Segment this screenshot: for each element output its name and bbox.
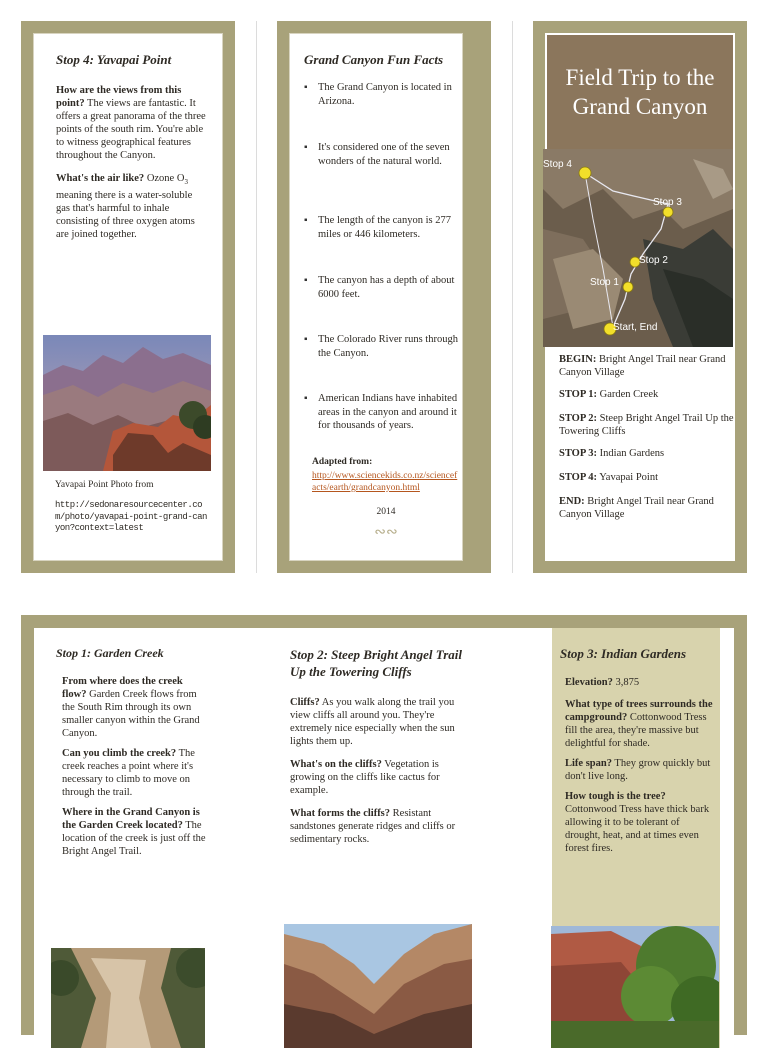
route-end-label: END: xyxy=(559,496,585,507)
stop4-air-question: What's the air like? xyxy=(56,173,145,184)
publication-year: 2014 xyxy=(376,507,396,517)
route-begin xyxy=(559,353,735,379)
stop1-climb-paragraph xyxy=(62,747,206,799)
photo-credit-url[interactable]: http://sedonaresourcecenter.com/photo/yavapai-point-grand-canyon?context=latest xyxy=(55,500,207,533)
route-stop2-text: Steep Bright Angel Trail Up the Towering Cliffs xyxy=(559,413,734,437)
panel-fun-facts-inner xyxy=(289,33,463,561)
stop2-cliffs-paragraph xyxy=(290,696,460,748)
cover-title-box xyxy=(547,35,733,149)
route-stop2-label: STOP 2: xyxy=(559,413,598,424)
bright-angel-cliffs-photo xyxy=(284,924,472,1048)
stop3-lifespan-question: Life span? xyxy=(565,758,612,769)
route-end xyxy=(559,495,735,521)
stop2-cliffs-question: Cliffs? xyxy=(290,697,320,708)
stop4-views-paragraph xyxy=(56,84,208,162)
route-stop4-label: STOP 4: xyxy=(559,472,598,483)
adapted-from-link[interactable]: http://www.sciencekids.co.nz/sciencefacts/earth/grandcanyon.html xyxy=(312,471,458,493)
stop2-vegetation-answer: Vegetation is growing on the cliffs like cactus for example. xyxy=(290,759,440,796)
stop1-title: Stop 1: Garden Creek xyxy=(56,646,164,660)
route-stop2 xyxy=(559,412,735,438)
stop3-toughness-answer: Cottonwood Tress have thick bark allowing it to be tolerant of drought, heat, and at times even forest fires. xyxy=(565,804,710,854)
fact-item: ▪ It's considered one of the seven wonders of the natural world. xyxy=(318,141,464,214)
stop1-climb-answer: The creek reaches a point where it's necessary to climb to move on through the trail. xyxy=(62,748,195,798)
stop2-formation-answer: Resistant sandstones generate ridges and cliffs or sedimentary rocks. xyxy=(290,808,456,845)
cover-title: Field Trip to the Grand Canyon xyxy=(565,65,715,119)
stop3-elevation-answer: 3,875 xyxy=(612,677,640,688)
map-label-start-end: Start, End xyxy=(613,322,658,333)
indian-gardens-photo xyxy=(551,926,719,1048)
stop1-climb-question: Can you climb the creek? xyxy=(62,748,177,759)
stop3-elevation-paragraph xyxy=(565,676,715,689)
route-stop4 xyxy=(559,471,735,484)
stop2-cliffs-answer: As you walk along the trail you view cliffs all around you. They're extremely nice especially when the sun lights them up. xyxy=(290,697,455,747)
stop4-air-answer: Ozone O xyxy=(144,173,185,184)
fact-item: ▪ American Indians have inhabited areas in the canyon and around it for thousands of years. xyxy=(318,392,464,433)
inside-page-inner xyxy=(34,628,734,1048)
route-stop1-label: STOP 1: xyxy=(559,389,598,400)
panel-cover-inner xyxy=(545,33,735,561)
map-label-stop1: Stop 1 xyxy=(590,277,619,288)
trail-map xyxy=(543,149,733,347)
stop4-views-answer: The views are fantastic. It offers a great panorama of the three points of the south rim. You're able to witness geographical features throughout the Canyon. xyxy=(56,98,206,161)
map-label-stop4: Stop 4 xyxy=(543,159,572,170)
stop2-title: Stop 2: Steep Bright Angel Trail Up the Towering Cliffs xyxy=(290,647,463,679)
fact-item: ▪ The canyon has a depth of about 6000 feet. xyxy=(318,274,464,333)
stop1-location-question: Where in the Grand Canyon is the Garden Creek located? xyxy=(62,807,200,831)
route-stop1 xyxy=(559,388,735,401)
stop1-location-paragraph xyxy=(62,806,206,858)
fact-item: ▪ The Grand Canyon is located in Arizona. xyxy=(318,81,464,141)
stop2-formation-question: What forms the cliffs? xyxy=(290,808,391,819)
route-stop1-text: Garden Creek xyxy=(597,389,659,400)
garden-creek-photo xyxy=(51,948,205,1048)
stop3-trees-paragraph xyxy=(565,698,715,750)
stop3-lifespan-paragraph xyxy=(565,757,715,783)
stop2-vegetation-question: What's on the cliffs? xyxy=(290,759,382,770)
route-stop3-label: STOP 3: xyxy=(559,448,598,459)
stop4-air-paragraph xyxy=(56,172,208,241)
yavapai-point-photo xyxy=(43,335,211,471)
route-stop3-text: Indian Gardens xyxy=(597,448,665,459)
photo-credit-label: Yavapai Point Photo from xyxy=(55,480,154,490)
stop3-trees-answer: Cottonwood Tress fill the area, they're massive but delightful for shade. xyxy=(565,712,707,749)
stop4-views-question: How are the views from this point? xyxy=(56,85,182,109)
stop4-title: Stop 4: Yavapai Point xyxy=(56,52,172,67)
stop3-trees-question: What type of trees surrounds the campground? xyxy=(565,699,713,723)
stop1-flow-question: From where does the creek flow? xyxy=(62,676,183,700)
stop3-toughness-question: How tough is the tree? xyxy=(565,791,666,802)
fun-facts-list xyxy=(318,81,464,433)
stop2-vegetation-paragraph xyxy=(290,758,460,797)
panel-cover xyxy=(533,21,747,573)
stop3-elevation-question: Elevation? xyxy=(565,677,613,688)
route-stop4-text: Yavapai Point xyxy=(597,472,658,483)
map-label-stop2: Stop 2 xyxy=(639,255,668,266)
route-end-text: Bright Angel Trail near Grand Canyon Village xyxy=(559,496,714,520)
ozone-subscript: 3 xyxy=(184,178,188,187)
stop3-title: Stop 3: Indian Gardens xyxy=(560,646,687,661)
ornament-divider: ∾∾ xyxy=(374,525,398,540)
fact-item: ▪ The length of the canyon is 277 miles or 446 kilometers. xyxy=(318,214,464,274)
route-begin-text: Bright Angel Trail near Grand Canyon Village xyxy=(559,354,726,378)
fold-line xyxy=(256,21,257,573)
panel-fun-facts xyxy=(277,21,491,573)
stop1-location-answer: The location of the creek is just off the Bright Angel Trail. xyxy=(62,820,206,857)
stop1-flow-answer: Garden Creek flows from the South Rim through its own smaller canyon within the Grand Canyon. xyxy=(62,689,200,739)
stop1-flow-paragraph xyxy=(62,675,206,740)
stop3-toughness-paragraph xyxy=(565,790,715,855)
fold-line xyxy=(512,21,513,573)
fact-item: ▪ The Colorado River runs through the Canyon. xyxy=(318,333,464,392)
panel-stop4 xyxy=(21,21,235,573)
stop4-air-answer-rest: meaning there is a water-soluble gas that's harmful to inhale consisting of three oxygen atoms are joined together. xyxy=(56,190,195,241)
adapted-from-label: Adapted from: xyxy=(312,457,373,467)
route-stop3 xyxy=(559,447,735,460)
inside-page xyxy=(21,615,747,1035)
stop3-lifespan-answer: They grow quickly but don't live long. xyxy=(565,758,711,782)
fun-facts-title: Grand Canyon Fun Facts xyxy=(304,52,444,67)
stop2-formation-paragraph xyxy=(290,807,460,846)
route-begin-label: BEGIN: xyxy=(559,354,597,365)
map-label-stop3: Stop 3 xyxy=(653,197,682,208)
